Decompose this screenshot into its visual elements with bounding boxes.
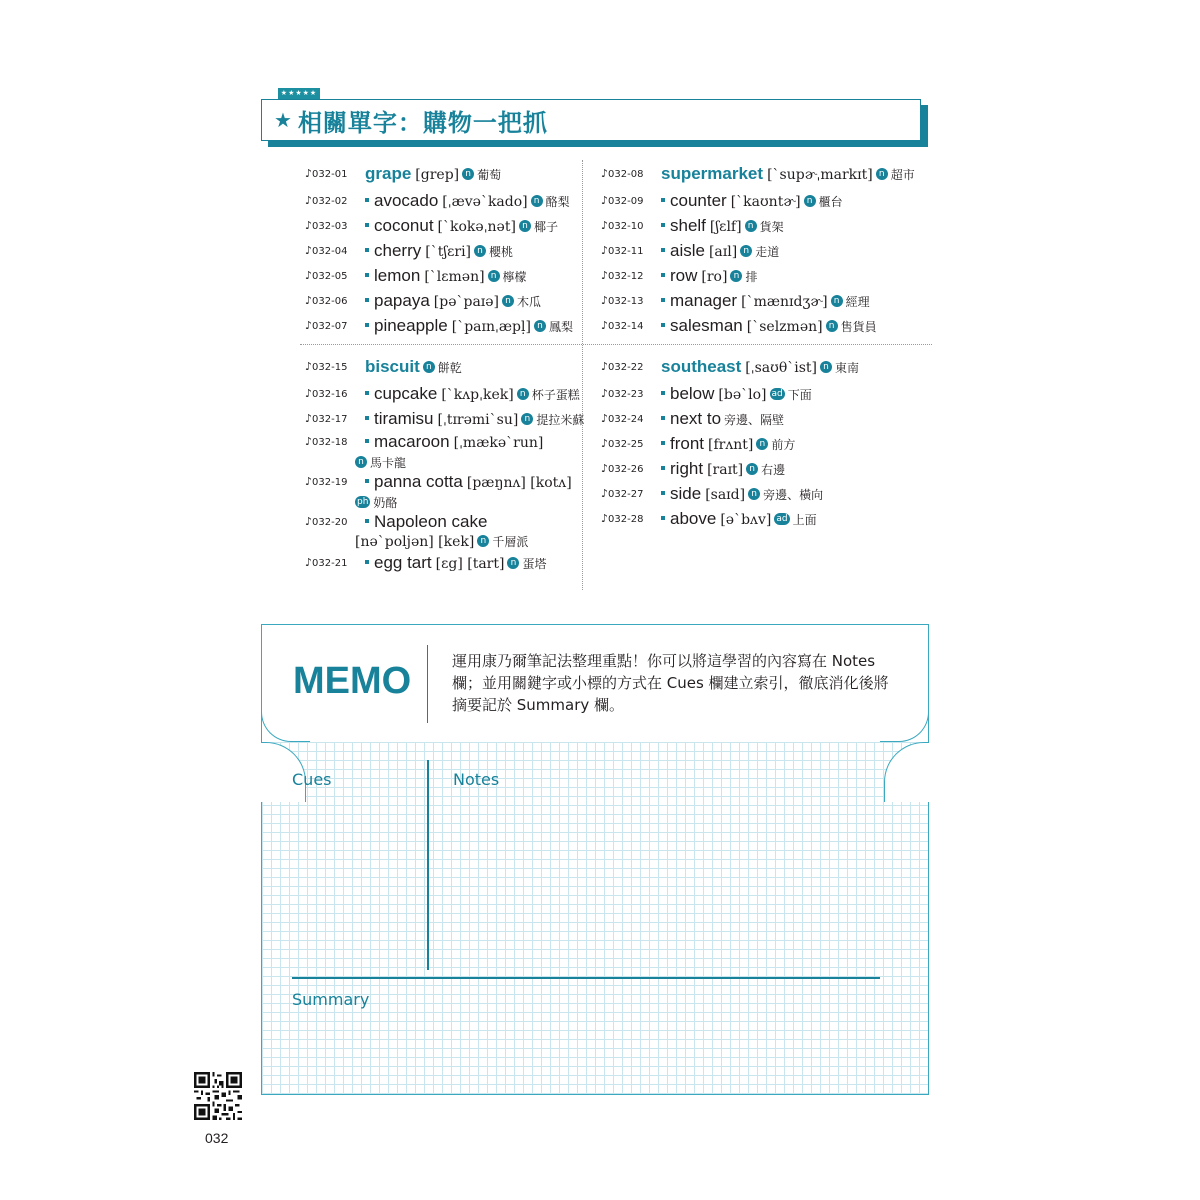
vocab-word: counter — [670, 191, 727, 210]
bullet-icon — [661, 466, 665, 470]
audio-track-label[interactable] — [305, 355, 347, 380]
bullet-icon — [661, 323, 665, 327]
phonetic: [bə`lo] — [718, 387, 767, 403]
music-note-icon: ♪ — [305, 360, 313, 373]
part-of-speech-badge: n — [746, 463, 758, 475]
track-number: 032-13 — [608, 296, 644, 307]
bullet-icon — [661, 273, 665, 277]
phonetic: [`kaʊntɚ] — [730, 194, 801, 210]
vocab-word: cupcake — [374, 384, 438, 403]
vocab-word: above — [670, 509, 717, 528]
chinese-meaning: 鳳梨 — [548, 320, 573, 334]
track-number: 032-19 — [312, 477, 348, 488]
bullet-icon — [365, 519, 369, 523]
chinese-meaning: 前方 — [771, 438, 796, 452]
music-note-icon: ♪ — [601, 294, 609, 307]
track-number: 032-25 — [608, 439, 644, 450]
music-note-icon: ♪ — [305, 319, 313, 332]
bullet-icon — [661, 416, 665, 420]
note-grid-area[interactable] — [261, 742, 929, 1095]
vocab-group-directions — [601, 355, 891, 532]
phonetic: [pə`paɪə] — [433, 294, 500, 310]
vocab-word: egg tart — [374, 553, 432, 572]
music-note-icon: ♪ — [305, 515, 313, 528]
audio-track-label[interactable] — [601, 214, 643, 239]
music-note-icon: ♪ — [601, 219, 609, 232]
part-of-speech-badge: ad — [771, 388, 783, 399]
phonetic: [`kokəˌnət] — [437, 219, 516, 235]
vocab-entry — [601, 239, 891, 264]
vocab-word: grape — [365, 164, 412, 183]
phonetic: [nə`poljən] [kek] — [355, 534, 475, 550]
page-number: 032 — [205, 1130, 229, 1146]
vocab-entry — [305, 432, 595, 472]
phonetic: [`lɛmən] — [424, 269, 485, 285]
bullet-icon — [365, 298, 369, 302]
audio-track-label[interactable] — [601, 457, 643, 482]
vocab-word: row — [670, 266, 698, 285]
track-number: 032-04 — [312, 246, 348, 257]
part-of-speech-badge: n — [748, 488, 760, 500]
track-number: 032-03 — [312, 221, 348, 232]
chinese-meaning: 右邊 — [761, 463, 786, 477]
audio-track-label[interactable] — [305, 264, 347, 289]
chinese-meaning: 檸檬 — [502, 270, 527, 284]
phonetic: [`supɚˌmarkɪt] — [767, 167, 873, 183]
bullet-icon — [365, 416, 369, 420]
track-number: 032-02 — [312, 196, 348, 207]
phonetic: [`tʃɛri] — [425, 244, 472, 260]
section-title-bar — [261, 99, 921, 141]
music-note-icon: ♪ — [305, 269, 313, 282]
page-title: 相關單字：購物一把抓 — [297, 108, 548, 137]
track-number: 032-07 — [312, 321, 348, 332]
music-note-icon: ♪ — [601, 269, 609, 282]
audio-track-label[interactable] — [601, 482, 643, 507]
music-note-icon: ♪ — [601, 437, 609, 450]
vocab-word: salesman — [670, 316, 743, 335]
audio-track-label[interactable] — [601, 507, 643, 532]
bullet-icon — [365, 273, 369, 277]
bullet-icon — [661, 391, 665, 395]
part-of-speech-badge: n — [462, 168, 474, 180]
music-note-icon: ♪ — [305, 167, 313, 180]
vocab-entry — [601, 507, 891, 532]
chinese-meaning: 下面 — [787, 388, 812, 402]
track-number: 032-11 — [608, 246, 644, 257]
chinese-meaning: 櫃台 — [818, 195, 843, 209]
vocab-second-line — [358, 453, 595, 472]
vocab-word: supermarket — [661, 164, 764, 183]
vocab-word: lemon — [374, 266, 421, 285]
audio-track-label[interactable] — [305, 214, 347, 239]
part-of-speech-badge: n — [804, 195, 816, 207]
track-number: 032-17 — [312, 414, 348, 425]
vocab-entry — [305, 512, 595, 551]
phonetic: [ɛg] [tart] — [435, 556, 505, 572]
audio-track-label[interactable] — [305, 289, 347, 314]
vocab-word: southeast — [661, 357, 742, 376]
bullet-icon — [661, 516, 665, 520]
part-of-speech-badge: ad — [776, 513, 788, 524]
music-note-icon: ♪ — [601, 244, 609, 257]
track-number: 032-05 — [312, 271, 348, 282]
bullet-icon — [365, 439, 369, 443]
music-note-icon: ♪ — [305, 387, 313, 400]
phonetic: [ə`bʌv] — [720, 512, 772, 528]
track-number: 032-22 — [608, 362, 644, 373]
audio-track-label[interactable] — [601, 355, 643, 380]
audio-track-label[interactable] — [305, 551, 347, 576]
vocab-word: front — [670, 434, 705, 453]
audio-track-label[interactable] — [601, 162, 643, 187]
music-note-icon: ♪ — [601, 487, 609, 500]
music-note-icon: ♪ — [601, 360, 609, 373]
music-note-icon: ♪ — [305, 294, 313, 307]
vocab-entry — [601, 382, 891, 407]
track-number: 032-01 — [312, 169, 348, 180]
audio-track-label[interactable] — [601, 289, 643, 314]
audio-track-label[interactable] — [305, 239, 347, 264]
part-of-speech-badge: n — [477, 535, 489, 547]
phonetic: [ro] — [701, 269, 728, 285]
vocab-entry — [601, 162, 915, 187]
vocab-group-supermarket — [601, 162, 915, 339]
part-of-speech-badge: n — [820, 361, 832, 373]
part-of-speech-badge: n — [534, 320, 546, 332]
chinese-meaning: 超市 — [890, 168, 915, 182]
audio-track-label[interactable] — [601, 407, 643, 432]
vocab-entry — [305, 239, 595, 264]
music-note-icon: ♪ — [601, 387, 609, 400]
bullet-icon — [365, 198, 369, 202]
vocab-word: cherry — [374, 241, 422, 260]
track-number: 032-26 — [608, 464, 644, 475]
bullet-icon — [365, 248, 369, 252]
track-number: 032-24 — [608, 414, 644, 425]
cues-notes-divider — [427, 760, 429, 970]
chinese-meaning: 木瓜 — [517, 295, 542, 309]
vocab-word: biscuit — [365, 357, 420, 376]
vocab-word: avocado — [374, 191, 439, 210]
vocab-group-desserts — [305, 355, 595, 576]
part-of-speech-badge: n — [756, 438, 768, 450]
phonetic: [ˌsaʊθ`ist] — [745, 360, 817, 376]
vocab-word: below — [670, 384, 715, 403]
audio-track-label[interactable] — [601, 382, 643, 407]
audio-track-label[interactable] — [305, 512, 347, 533]
vocab-entry — [305, 162, 595, 187]
audio-track-label[interactable] — [601, 314, 643, 339]
audio-track-label[interactable] — [305, 162, 347, 187]
bullet-icon — [365, 391, 369, 395]
track-number: 032-10 — [608, 221, 644, 232]
chinese-meaning: 排 — [745, 270, 758, 284]
chinese-meaning: 上面 — [792, 513, 817, 527]
track-number: 032-21 — [312, 558, 348, 569]
vocab-second-line — [355, 532, 595, 551]
part-of-speech-badge: ph — [357, 496, 369, 507]
bullet-icon — [661, 298, 665, 302]
phonetic: [`selzmən] — [746, 319, 823, 335]
music-note-icon: ♪ — [601, 194, 609, 207]
chinese-meaning: 葡萄 — [477, 168, 502, 182]
phonetic: [grep] — [415, 167, 460, 183]
vocab-word: Napoleon cake — [374, 512, 488, 531]
track-number: 032-15 — [312, 362, 348, 373]
audio-track-label[interactable] — [601, 264, 643, 289]
part-of-speech-badge: n — [740, 245, 752, 257]
chinese-meaning: 奶酪 — [373, 496, 398, 510]
vocab-entry — [305, 189, 595, 214]
phonetic: [`paɪnˌæpḷ] — [451, 319, 531, 335]
music-note-icon: ♪ — [601, 167, 609, 180]
phonetic: [ʃɛlf] — [709, 219, 742, 235]
chinese-meaning: 杯子蛋糕 — [531, 388, 580, 402]
chinese-meaning: 走道 — [755, 245, 780, 259]
vocab-entry — [305, 355, 595, 380]
memo-description: 運用康乃爾筆記法整理重點！你可以將這學習的內容寫在 Notes 欄；並用關鍵字或小標的方式在 Cues 欄建立索引，徹底消化後將摘要記於 Summary 欄。 — [452, 652, 889, 714]
chinese-meaning: 旁邊、橫向 — [763, 488, 824, 502]
phonetic: [saɪd] — [705, 487, 746, 503]
music-note-icon: ♪ — [305, 556, 313, 569]
bullet-icon — [365, 479, 369, 483]
chinese-meaning: 售貨員 — [840, 320, 877, 334]
vocab-word: right — [670, 459, 704, 478]
vocab-word: shelf — [670, 216, 706, 235]
bullet-icon — [365, 323, 369, 327]
music-note-icon: ♪ — [601, 512, 609, 525]
vocab-entry — [305, 382, 595, 407]
phonetic: [`mænɪdʒɚ] — [741, 294, 828, 310]
chinese-meaning: 餅乾 — [437, 361, 462, 375]
music-note-icon: ♪ — [601, 412, 609, 425]
audio-track-label[interactable] — [305, 407, 347, 432]
phonetic: [pæŋnʌ] [kotʌ] — [466, 475, 572, 491]
part-of-speech-badge: n — [517, 388, 529, 400]
track-number: 032-18 — [312, 437, 348, 448]
vocab-word: manager — [670, 291, 738, 310]
chinese-meaning: 東南 — [835, 361, 860, 375]
rating-stars: ★★★★★ — [278, 88, 320, 99]
vocab-entry — [305, 264, 595, 289]
chinese-meaning: 椰子 — [533, 220, 558, 234]
memo-title: MEMO — [293, 660, 412, 702]
chinese-meaning: 旁邊、隔壁 — [724, 413, 785, 427]
vocab-word: panna cotta — [374, 472, 463, 491]
phonetic: [aɪl] — [708, 244, 738, 260]
bullet-icon — [661, 223, 665, 227]
vocab-entry — [601, 457, 891, 482]
chinese-meaning: 經理 — [845, 295, 870, 309]
cues-label: Cues — [292, 770, 332, 789]
part-of-speech-badge: n — [488, 270, 500, 282]
track-number: 032-16 — [312, 389, 348, 400]
track-number: 032-06 — [312, 296, 348, 307]
memo-separator — [427, 645, 428, 723]
bullet-icon — [661, 248, 665, 252]
audio-track-label[interactable] — [305, 382, 347, 407]
vocab-word: side — [670, 484, 702, 503]
chinese-meaning: 蛋塔 — [522, 557, 547, 571]
music-note-icon: ♪ — [601, 319, 609, 332]
vocab-second-line — [357, 493, 595, 512]
music-note-icon: ♪ — [305, 244, 313, 257]
vocab-word: coconut — [374, 216, 434, 235]
vocab-entry — [601, 314, 891, 339]
vocab-entry — [601, 214, 891, 239]
phonetic: [`kʌpˌkek] — [441, 387, 514, 403]
track-number: 032-23 — [608, 389, 644, 400]
audio-track-label[interactable] — [601, 432, 643, 457]
audio-track-label[interactable] — [305, 432, 347, 453]
chinese-meaning: 馬卡龍 — [370, 456, 407, 470]
part-of-speech-badge: n — [474, 245, 486, 257]
track-number: 032-28 — [608, 514, 644, 525]
vocab-entry — [305, 214, 595, 239]
part-of-speech-badge: n — [531, 195, 543, 207]
track-number: 032-27 — [608, 489, 644, 500]
bullet-icon — [365, 223, 369, 227]
bullet-icon — [661, 491, 665, 495]
vocab-entry — [305, 314, 595, 339]
vocab-word: next to — [670, 409, 722, 428]
audio-track-label[interactable] — [305, 189, 347, 214]
bullet-icon — [365, 560, 369, 564]
music-note-icon: ♪ — [305, 435, 313, 448]
vocab-entry — [305, 472, 595, 512]
summary-divider — [292, 977, 880, 979]
notes-label: Notes — [453, 770, 500, 789]
music-note-icon: ♪ — [305, 412, 313, 425]
chinese-meaning: 提拉米蘇 — [536, 413, 585, 427]
chinese-meaning: 櫻桃 — [489, 245, 514, 259]
vocab-word: aisle — [670, 241, 705, 260]
part-of-speech-badge: n — [507, 557, 519, 569]
track-number: 032-09 — [608, 196, 644, 207]
part-of-speech-badge: n — [521, 413, 533, 425]
summary-label: Summary — [292, 990, 370, 1009]
part-of-speech-badge: n — [519, 220, 531, 232]
part-of-speech-badge: n — [355, 456, 367, 468]
audio-track-label[interactable] — [601, 189, 643, 214]
phonetic: [ˌævə`kado] — [442, 194, 528, 210]
part-of-speech-badge: n — [423, 361, 435, 373]
track-number: 032-20 — [312, 517, 348, 528]
vocab-entry — [601, 432, 891, 457]
vocab-entry — [601, 189, 891, 214]
part-of-speech-badge: n — [730, 270, 742, 282]
chinese-meaning: 千層派 — [492, 535, 529, 549]
vocab-word: tiramisu — [374, 409, 434, 428]
part-of-speech-badge: n — [745, 220, 757, 232]
chinese-meaning: 酪梨 — [545, 195, 570, 209]
music-note-icon: ♪ — [305, 194, 313, 207]
track-number: 032-14 — [608, 321, 644, 332]
phonetic: [ˌtɪrəmi`su] — [437, 412, 519, 428]
bullet-icon — [661, 198, 665, 202]
vocab-word: pineapple — [374, 316, 448, 335]
bullet-icon — [661, 441, 665, 445]
vocab-entry — [601, 407, 891, 432]
audio-track-label[interactable] — [601, 239, 643, 264]
vocab-entry — [305, 289, 595, 314]
vocab-divider-horizontal — [300, 344, 932, 345]
vocab-entry — [601, 264, 891, 289]
qr-code-icon[interactable] — [194, 1072, 242, 1120]
part-of-speech-badge: n — [876, 168, 888, 180]
music-note-icon: ♪ — [601, 462, 609, 475]
vocab-word: macaroon — [374, 432, 450, 451]
vocab-entry — [601, 482, 891, 507]
vocab-entry — [601, 355, 891, 380]
part-of-speech-badge: n — [831, 295, 843, 307]
track-number: 032-12 — [608, 271, 644, 282]
part-of-speech-badge: n — [826, 320, 838, 332]
part-of-speech-badge: n — [502, 295, 514, 307]
vocab-entry — [601, 289, 891, 314]
phonetic: [frʌnt] — [708, 437, 754, 453]
track-number: 032-08 — [608, 169, 644, 180]
vocab-word: papaya — [374, 291, 430, 310]
audio-track-label[interactable] — [305, 314, 347, 339]
phonetic: [raɪt] — [707, 462, 744, 478]
audio-track-label[interactable] — [305, 472, 347, 493]
music-note-icon: ♪ — [305, 475, 313, 488]
vocab-entry — [305, 407, 595, 432]
vocab-entry — [305, 551, 595, 576]
chinese-meaning: 貨架 — [759, 220, 784, 234]
music-note-icon: ♪ — [305, 219, 313, 232]
phonetic: [ˌmækə`run] — [453, 435, 544, 451]
star-icon: ★ — [274, 108, 292, 132]
vocab-group-fruits — [305, 162, 595, 339]
